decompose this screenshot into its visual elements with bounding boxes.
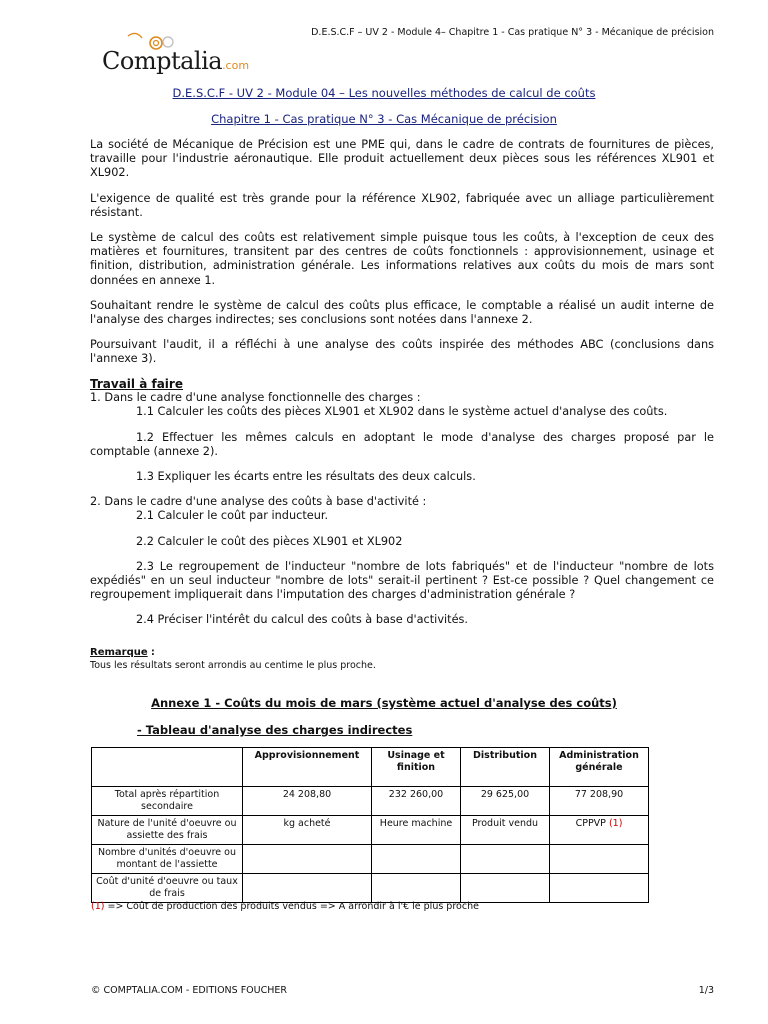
column-header: Distribution <box>461 748 550 787</box>
note-marker: (1) <box>91 901 105 912</box>
comptalia-logo <box>98 30 248 80</box>
intro-paragraph: La société de Mécanique de Précision est une PME qui, dans le cadre de contrats de fournitures de pièces, travaille pour l'industrie aéronautique. Elle produit actuellement deux pièces sous les références XL901 et XL902. <box>90 138 714 180</box>
logo-initial: C <box>102 47 120 75</box>
logo-suffix: .com <box>222 59 250 72</box>
column-header: Usinage et finition <box>372 748 461 787</box>
cppvp-value: CPPVP <box>575 818 606 829</box>
question-2-2: 2.2 Calculer le coût des pièces XL901 et XL902 <box>136 534 403 548</box>
table-cell <box>550 845 649 874</box>
note-text: => Coût de production des produits vendus => A arrondir à l'€ le plus proche <box>104 901 479 912</box>
column-header: Approvisionnement <box>243 748 372 787</box>
table-note <box>91 901 479 912</box>
intro-paragraph: Souhaitant rendre le système de calcul des coûts plus efficace, le comptable a réalisé un audit interne de l'analyse des charges indirectes; ses conclusions sont notées dans l'annexe 2. <box>90 298 714 327</box>
table-cell <box>461 874 550 903</box>
table-cell <box>550 874 649 903</box>
table-row <box>92 874 649 903</box>
table-cell <box>461 845 550 874</box>
table-cell: 24 208,80 <box>243 787 372 816</box>
table-cell: 29 625,00 <box>461 787 550 816</box>
intro-paragraph: Poursuivant l'audit, il a réfléchi à une analyse des coûts inspirée des méthodes ABC (conclusions dans l'annexe 3). <box>90 338 714 366</box>
table-row <box>92 816 649 845</box>
remark-text: Tous les résultats seront arrondis au centime le plus proche. <box>90 660 376 672</box>
table-cell: Heure machine <box>372 816 461 845</box>
charges-table <box>91 747 649 903</box>
column-header: Administration générale <box>550 748 649 787</box>
question-1: 1. Dans le cadre d'une analyse fonctionnelle des charges : <box>90 391 421 405</box>
logo-text: omptalia <box>119 47 223 75</box>
annex-title: Annexe 1 - Coûts du mois de mars (système actuel d'analyse des coûts) <box>151 696 617 710</box>
question-1-3: 1.3 Expliquer les écarts entre les résultats des deux calculs. <box>136 470 476 484</box>
row-label: Nombre d'unités d'oeuvre ou montant de l'assiette <box>92 845 243 874</box>
row-label: Coût d'unité d'oeuvre ou taux de frais <box>92 874 243 903</box>
remark-colon: : <box>147 647 155 658</box>
table-header-row <box>92 748 649 787</box>
annex-subtitle: - Tableau d'analyse des charges indirectes <box>137 723 413 737</box>
remark-title: Remarque <box>90 647 148 658</box>
table-cell <box>372 874 461 903</box>
question-1-1: 1.1 Calculer les coûts des pièces XL901 et XL902 dans le système actuel d'analyse des coûts. <box>136 405 668 419</box>
question-2-1: 2.1 Calculer le coût par inducteur. <box>136 509 329 523</box>
question-2-3: 2.3 Le regroupement de l'inducteur "nombre de lots fabriqués" et de l'inducteur "nombre de lots expédiés" en un seul inducteur "nombre de lots" serait-il pertinent ? Est-ce possible ? Quel changement ce regroupement impliquerait dans l'imputation des charges d'administration générale ? <box>90 559 714 602</box>
intro-paragraph: Le système de calcul des coûts est relativement simple puisque tous les coûts, à l'exception de ceux des matières et fournitures, transitent par des centres de coûts fonctionnels : approvisionnement, usinage et finition, distribution, administration générale. Les informations relatives aux coûts du mois de mars sont données en annexe 1. <box>90 231 714 287</box>
question-2-4: 2.4 Préciser l'intérêt du calcul des coûts à base d'activités. <box>136 613 469 627</box>
table-cell: 232 260,00 <box>372 787 461 816</box>
running-header: D.E.S.C.F – UV 2 - Module 4– Chapitre 1 - Cas pratique N° 3 - Mécanique de précision <box>311 27 714 38</box>
footer-copyright: © COMPTALIA.COM - EDITIONS FOUCHER <box>91 985 287 996</box>
work-section <box>90 377 714 639</box>
table-row <box>92 845 649 874</box>
page-number: 1/3 <box>698 985 714 996</box>
table-cell <box>550 816 649 845</box>
main-title: D.E.S.C.F - UV 2 - Module 04 – Les nouvelles méthodes de calcul de coûts <box>172 86 596 100</box>
table-cell <box>243 874 372 903</box>
table-cell <box>372 845 461 874</box>
chapter-title: Chapitre 1 - Cas pratique N° 3 - Cas Mécanique de précision <box>211 112 557 126</box>
note-marker: (1) <box>608 818 623 829</box>
table-cell: kg acheté <box>243 816 372 845</box>
intro-section <box>90 138 714 378</box>
intro-paragraph: L'exigence de qualité est très grande pour la référence XL902, fabriquée avec un alliage particulièrement résistant. <box>90 191 714 219</box>
question-1-2: 1.2 Effectuer les mêmes calculs en adoptant le mode d'analyse des charges proposé par le comptable (annexe 2). <box>90 430 714 458</box>
table-cell: 77 208,90 <box>550 787 649 816</box>
table-row <box>92 787 649 816</box>
question-2: 2. Dans le cadre d'une analyse des coûts à base d'activité : <box>90 495 427 509</box>
table-corner <box>92 748 243 787</box>
table-cell <box>243 845 372 874</box>
table-cell: Produit vendu <box>461 816 550 845</box>
row-label: Total après répartition secondaire <box>92 787 243 816</box>
work-heading: Travail à faire <box>90 377 183 391</box>
row-label: Nature de l'unité d'oeuvre ou assiette des frais <box>92 816 243 845</box>
remark-block <box>90 645 714 672</box>
